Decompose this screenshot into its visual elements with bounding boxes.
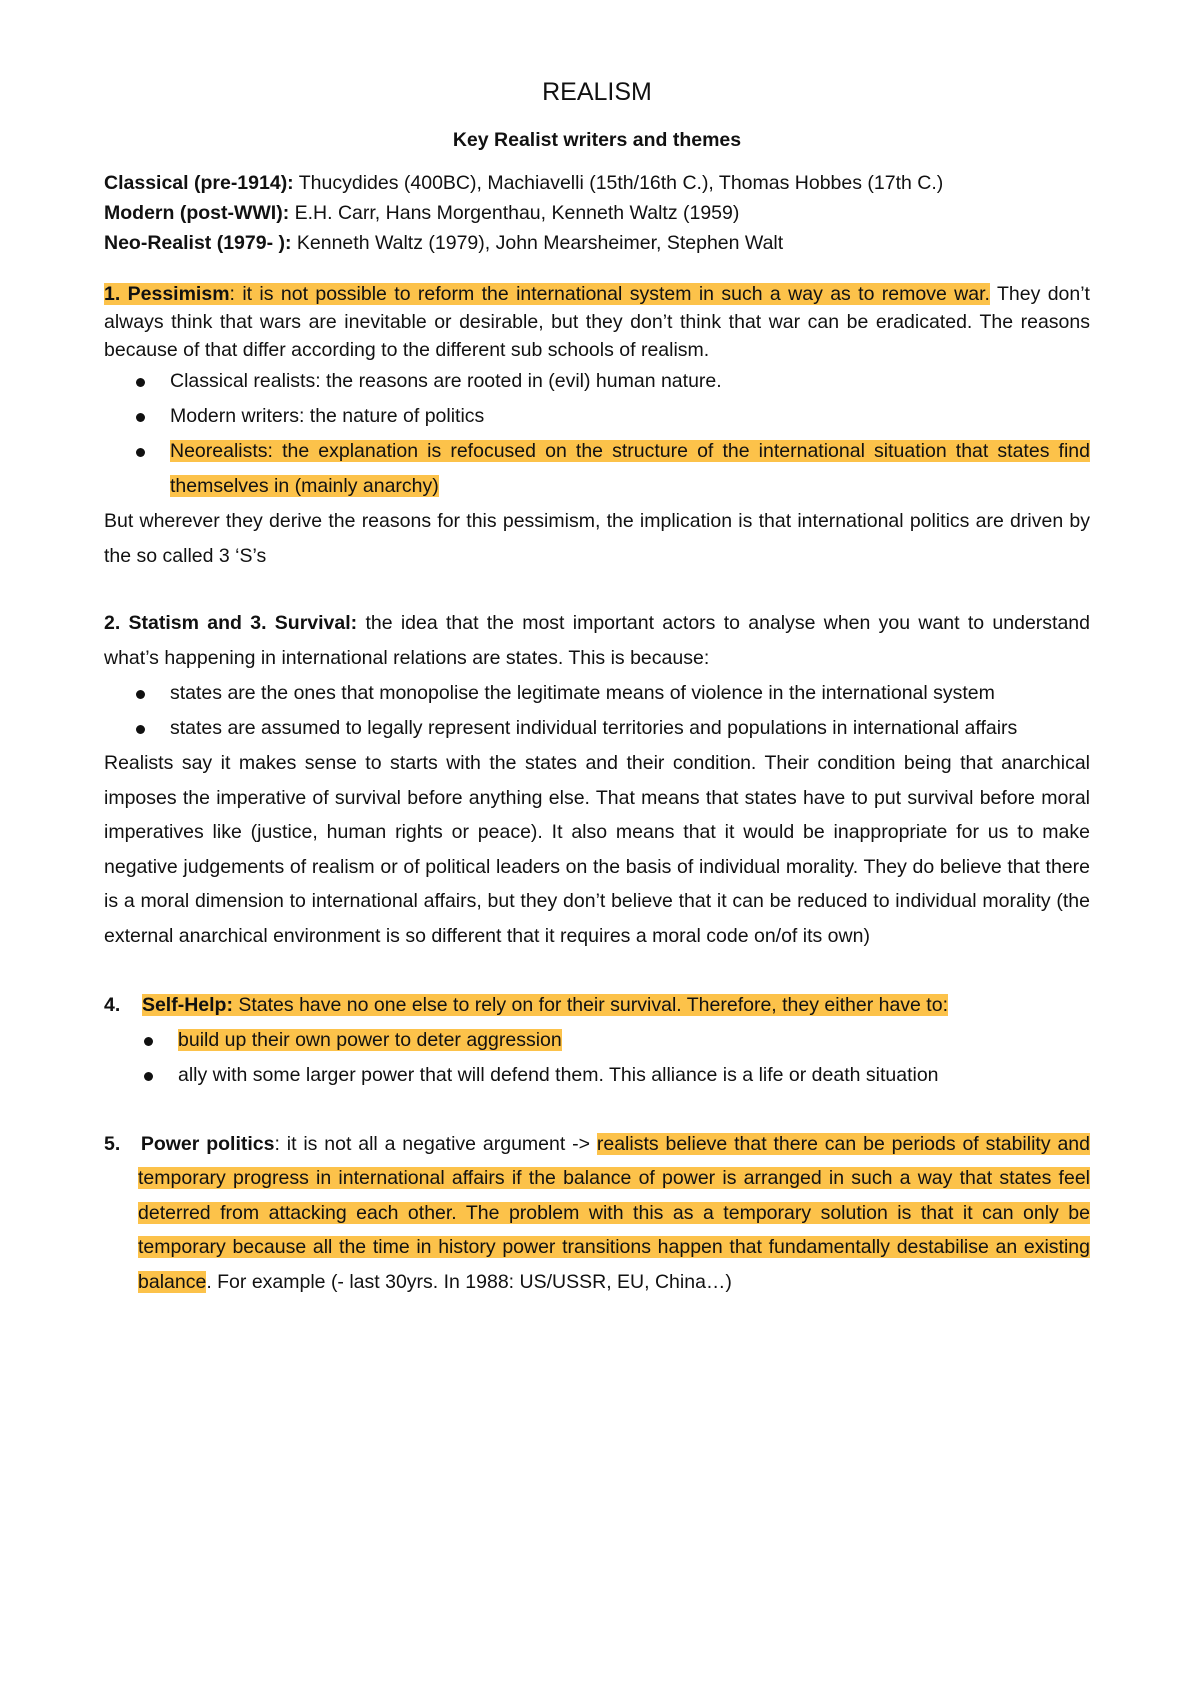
power-politics-heading: Power politics [140,1132,275,1155]
list-item: Classical realists: the reasons are rooted in (evil) human nature. [136,364,1090,399]
list-item: states are assumed to legally represent individual territories and populations in international affairs [136,711,1090,746]
writers-list [104,168,1090,258]
list-item: states are the ones that monopolise the legitimate means of violence in the international system [136,676,1090,711]
power-politics-tail: . For example (- last 30yrs. In 1988: US/USSR, EU, China…) [206,1270,732,1293]
era-modern [104,198,1090,228]
balance-of-power-highlight: realists believe that there can be periods of stability and temporary progress in international affairs if the balance of power is arranged in such a way that states feel deterred from attacking each other. The problem with this as a temporary solution is that it can only be temporary because all the time in history power transitions happen that fundamentally destabilise an existing balance [138,1132,1090,1293]
list-item [144,1023,1090,1058]
era-label: Neo-Realist (1979- ): [104,232,292,254]
pessimism-bullets [104,364,1090,504]
power-politics-paragraph [104,1127,1090,1300]
pessimism-body: They don’t always think that wars are inevitable or desirable, but they don’t think that war can be eradicated. The reasons because of that differ according to the different sub schools of realism. [104,283,1090,361]
pessimism-paragraph [104,280,1090,364]
pessimism-lead-highlight [104,283,990,305]
era-text: E.H. Carr, Hans Morgenthau, Kenneth Waltz (1959) [289,202,740,224]
list-item [136,434,1090,504]
era-text: Thucydides (400BC), Machiavelli (15th/16th C.), Thomas Hobbes (17th C.) [293,172,944,194]
era-label: Modern (post-WWI): [104,202,290,224]
document-title: REALISM [542,78,652,106]
selfhelp-heading: Self-Help: [141,993,233,1016]
pessimism-closing: But wherever they derive the reasons for this pessimism, the implication is that international politics are driven by the so called 3 ‘S’s [104,510,1090,567]
document-page [104,72,1090,1300]
statism-paragraph [104,606,1090,676]
statism-lead: the idea that the most important actors to analyse when you want to understand what’s happening in international relations are states. This is because: [104,612,1090,669]
document-subtitle: Key Realist writers and themes [452,129,742,151]
selfhelp-paragraph [104,988,1090,1023]
power-politics-number: 5. [104,1132,121,1155]
neorealists-highlight: Neorealists: the explanation is refocused on the structure of the international situation that states find themselves in (mainly anarchy) [170,440,1090,497]
selfhelp-number: 4. [104,993,121,1016]
era-neorealist [104,228,1090,258]
list-item: ally with some larger power that will defend them. This alliance is a life or death situation [144,1058,1090,1093]
section-pessimism [104,280,1090,364]
pessimism-heading: 1. Pessimism [104,283,230,305]
survival-body: Realists say it makes sense to starts with the states and their condition. Their condition being that anarchical imposes the imperative of survival before anything else. That means that states have to put survival before moral imperatives like (justice, human rights or peace). It also means that it would be inappropriate for us to make negative judgements of realism or of political leaders on the basis of individual morality. They do believe that there is a moral dimension to international affairs, but they don’t believe that it can be reduced to individual morality (the external anarchical environment is so different that it requires a moral code on/of its own) [104,752,1090,947]
statism-heading: 2. Statism and 3. Survival: [104,612,358,634]
deter-highlight: build up their own power to deter aggression [178,1028,562,1051]
pessimism-lead: : it is not possible to reform the international system in such a way as to remove war. [229,283,990,305]
era-text: Kenneth Waltz (1979), John Mearsheimer, Stephen Walt [291,232,784,254]
power-politics-lead: : it is not all a negative argument -> [274,1132,597,1155]
selfhelp-highlight [142,994,948,1016]
selfhelp-lead: States have no one else to rely on for their survival. Therefore, they either have to: [232,993,948,1016]
list-item: Modern writers: the nature of politics [136,399,1090,434]
era-classical [104,168,1090,198]
statism-bullets [104,676,1090,746]
era-label: Classical (pre-1914): [104,172,294,194]
selfhelp-bullets [104,1023,1090,1093]
